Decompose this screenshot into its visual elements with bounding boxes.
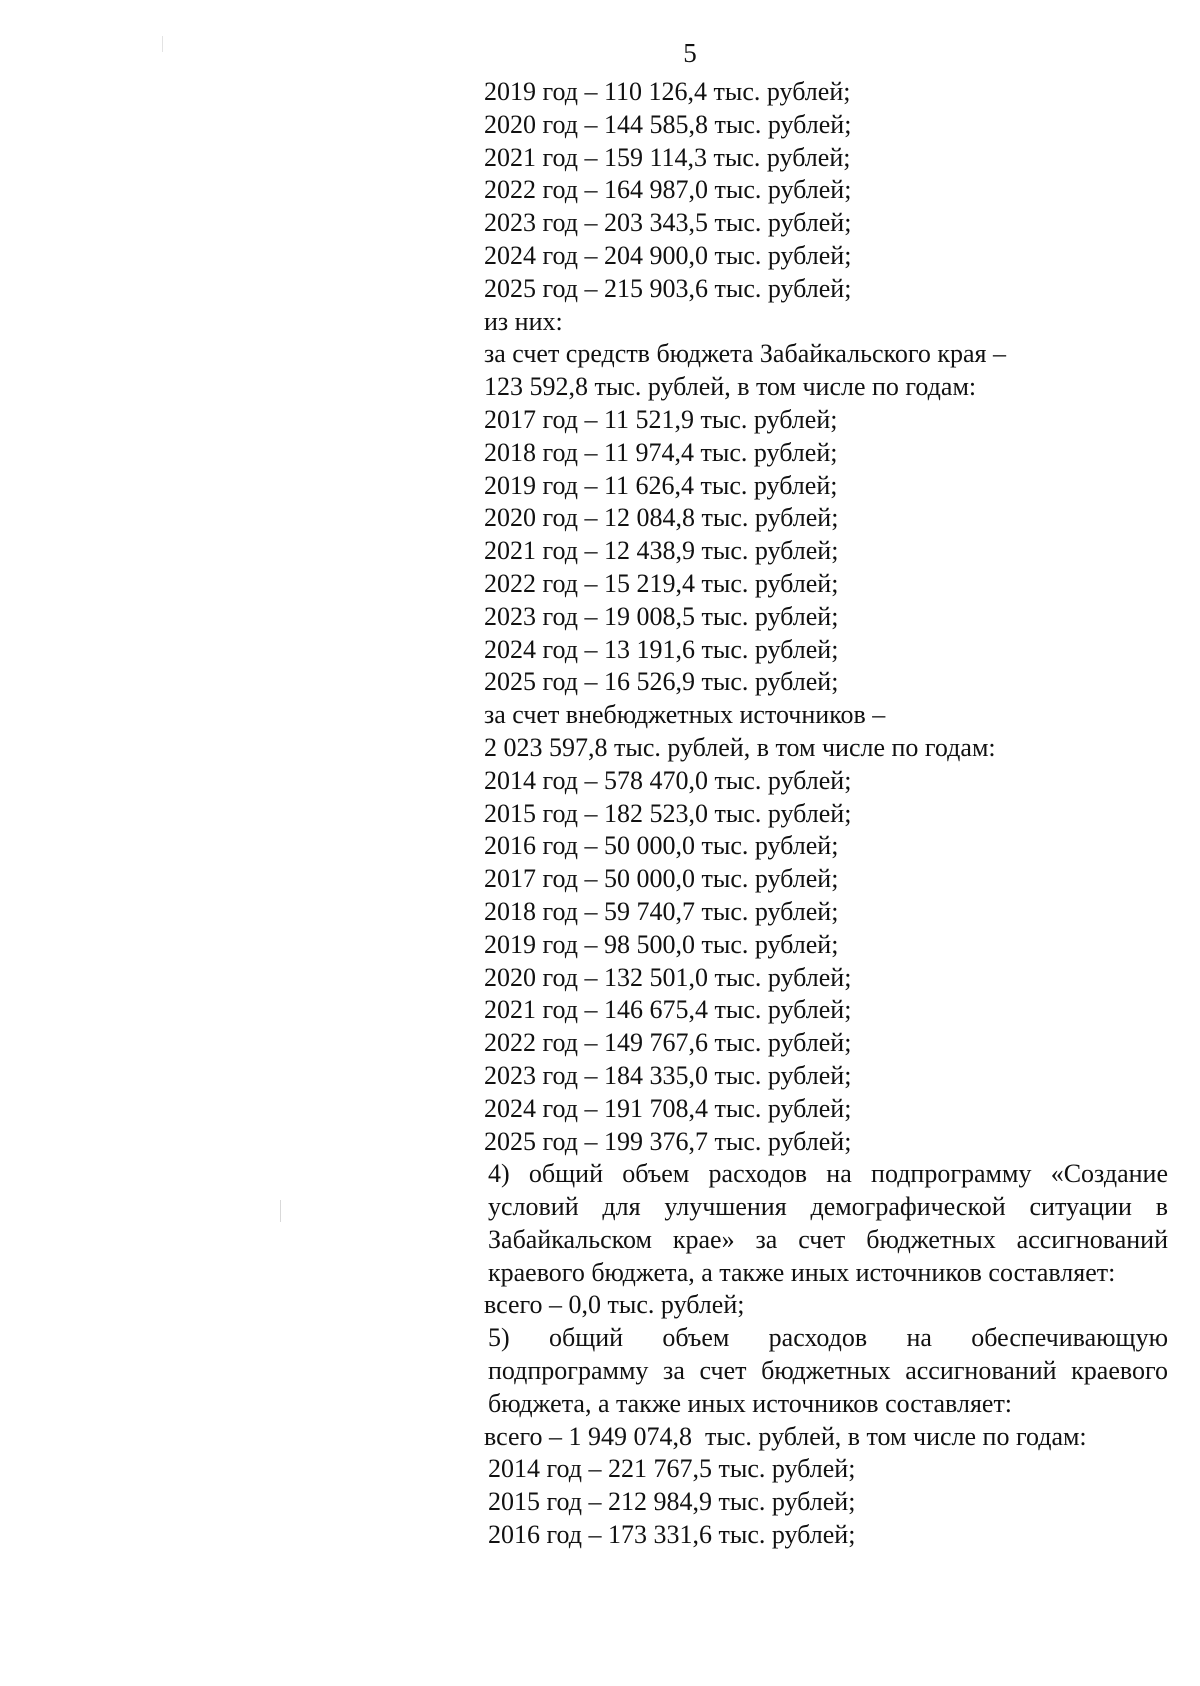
text-line: 2022 год – 149 767,6 тыс. рублей; bbox=[484, 1028, 852, 1058]
text-line: 2021 год – 146 675,4 тыс. рублей; bbox=[484, 995, 852, 1025]
text-line: 2022 год – 15 219,4 тыс. рублей; bbox=[484, 568, 839, 598]
text-line: 2020 год – 132 501,0 тыс. рублей; bbox=[484, 962, 852, 992]
text-line: 2023 год – 19 008,5 тыс. рублей; bbox=[484, 601, 839, 631]
subprogram-5-section bbox=[484, 1322, 1168, 1552]
text-line: 2025 год – 199 376,7 тыс. рублей; bbox=[484, 1126, 852, 1156]
subprogram-4-total: всего – 0,0 тыс. рублей; bbox=[484, 1290, 745, 1320]
text-line: 2024 год – 204 900,0 тыс. рублей; bbox=[484, 240, 852, 270]
text-line: 2016 год – 50 000,0 тыс. рублей; bbox=[484, 831, 839, 861]
text-line: 2019 год – 110 126,4 тыс. рублей; bbox=[484, 77, 851, 106]
document-text-column bbox=[484, 76, 1168, 1552]
text-line: 2017 год – 11 521,9 тыс. рублей; bbox=[484, 404, 838, 434]
text-line: 2018 год – 59 740,7 тыс. рублей; bbox=[484, 896, 839, 926]
text-line: 2021 год – 159 114,3 тыс. рублей; bbox=[484, 142, 851, 172]
text-line: 2016 год – 173 331,6 тыс. рублей; bbox=[488, 1520, 856, 1550]
funding-lines-top bbox=[484, 76, 1168, 1158]
text-line: 2022 год – 164 987,0 тыс. рублей; bbox=[484, 175, 852, 205]
text-line: 2020 год – 12 084,8 тыс. рублей; bbox=[484, 503, 839, 533]
text-line: за счет внебюджетных источников – bbox=[484, 700, 886, 730]
scan-artifact bbox=[162, 36, 163, 52]
text-line: из них: bbox=[484, 306, 563, 336]
text-line: 2024 год – 191 708,4 тыс. рублей; bbox=[484, 1093, 852, 1123]
text-line: 2015 год – 182 523,0 тыс. рублей; bbox=[484, 798, 852, 828]
text-line: 123 592,8 тыс. рублей, в том числе по годам: bbox=[484, 372, 977, 402]
text-line: 2019 год – 11 626,4 тыс. рублей; bbox=[484, 470, 838, 500]
text-line: 2025 год – 215 903,6 тыс. рублей; bbox=[484, 273, 852, 303]
text-line: 2023 год – 203 343,5 тыс. рублей; bbox=[484, 208, 852, 238]
text-line: 2020 год – 144 585,8 тыс. рублей; bbox=[484, 109, 852, 139]
page-number: 5 bbox=[683, 38, 697, 68]
text-line: 2018 год – 11 974,4 тыс. рублей; bbox=[484, 437, 838, 467]
text-line: 2 023 597,8 тыс. рублей, в том числе по годам: bbox=[484, 732, 996, 762]
scan-artifact bbox=[280, 1200, 281, 1222]
text-line: 2017 год – 50 000,0 тыс. рублей; bbox=[484, 864, 839, 894]
text-line: 2023 год – 184 335,0 тыс. рублей; bbox=[484, 1060, 852, 1090]
subprogram-5-total: всего – 1 949 074,8 тыс. рублей, в том числе по годам: bbox=[484, 1421, 1087, 1451]
text-line: за счет средств бюджета Забайкальского края – bbox=[484, 339, 1006, 369]
text-line: 2025 год – 16 526,9 тыс. рублей; bbox=[484, 667, 839, 697]
text-line: 2014 год – 578 470,0 тыс. рублей; bbox=[484, 765, 852, 795]
text-line: 2015 год – 212 984,9 тыс. рублей; bbox=[488, 1487, 856, 1517]
subprogram-4-paragraph: 4) общий объем расходов на подпрограмму «Создание условий для улучшения демографической ситуации в Забайкальском крае» за счет бюджетных ассигнований краевого бюджета, а также иных источников составляет: bbox=[488, 1159, 1168, 1287]
subprogram-4-section bbox=[484, 1158, 1168, 1322]
text-line: 2024 год – 13 191,6 тыс. рублей; bbox=[484, 634, 839, 664]
text-line: 2014 год – 221 767,5 тыс. рублей; bbox=[488, 1454, 856, 1484]
text-line: 2021 год – 12 438,9 тыс. рублей; bbox=[484, 536, 839, 566]
subprogram-5-paragraph: 5) общий объем расходов на обеспечивающую подпрограмму за счет бюджетных ассигнований краевого бюджета, а также иных источников составляет: bbox=[488, 1323, 1168, 1418]
text-line: 2019 год – 98 500,0 тыс. рублей; bbox=[484, 929, 839, 959]
